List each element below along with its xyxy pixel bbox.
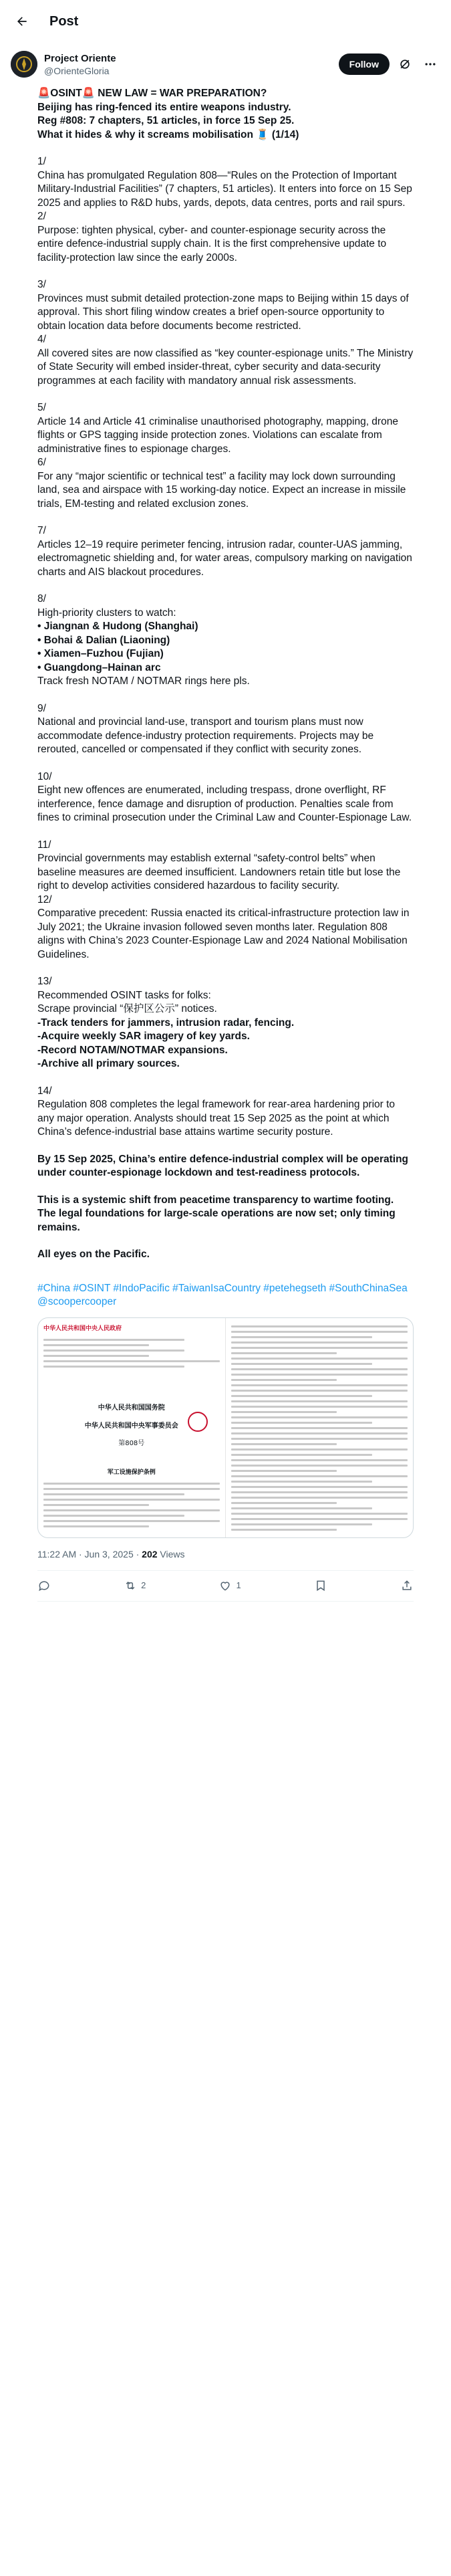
like-count: 1 — [236, 1580, 241, 1590]
view-count: 202 — [142, 1548, 158, 1560]
share-icon — [400, 1579, 414, 1592]
like-button[interactable] — [218, 1579, 241, 1593]
document-rules-title: 军工设施保护条例 — [107, 1469, 156, 1476]
repost-count: 2 — [141, 1580, 146, 1590]
bookmark-icon — [314, 1579, 327, 1592]
cluster-item: • Xiamen–Fuzhou (Fujian) — [37, 648, 164, 659]
document-order: 第808号 — [118, 1440, 145, 1447]
section-number: 11/ — [37, 839, 51, 851]
section-number: 8/ — [37, 593, 46, 605]
heart-icon — [218, 1579, 232, 1592]
hashtags-link[interactable]: #China #OSINT #IndoPacific #TaiwanIsaCountry #petehegseth #SouthChinaSea @scoopercooper — [37, 1282, 408, 1307]
document-header: 中华人民共和国中央人民政府 — [43, 1325, 122, 1332]
section-text: Provincial governments may establish external “safety-control belts” when baseline measures are deemed insufficient. Landowners retain title but lose the right to develop activities considered hazardous to facility security. — [37, 853, 401, 891]
author-name[interactable]: Project Oriente — [44, 52, 116, 64]
section-text: Eight new offences are enumerated, including trespass, drone overflight, RF interference, fence damage and disruption of production. Penalties scale from fines to criminal prosecution under the Criminal Law and Counter-Espionage Law. — [37, 784, 412, 823]
back-arrow-icon — [15, 15, 29, 28]
share-button[interactable] — [400, 1579, 414, 1592]
tweet-line: 🚨OSINT🚨 NEW LAW = WAR PREPARATION? — [37, 88, 267, 99]
author-row — [0, 43, 451, 83]
section-number: 3/ — [37, 279, 46, 290]
document-issuer-1: 中华人民共和国国务院 — [98, 1404, 165, 1412]
section-number: 10/ — [37, 770, 52, 782]
conclusion: This is a systemic shift from peacetime transparency to wartime footing. The legal foundations for large-scale operations are now set; only timing remains. — [37, 1194, 396, 1233]
section-text: Recommended OSINT tasks for folks: — [37, 989, 211, 1001]
tweet-body — [0, 83, 451, 1602]
more-button[interactable] — [420, 54, 440, 74]
page-title: Post — [49, 13, 79, 29]
document-page-right — [226, 1318, 414, 1537]
section-text: All covered sites are now classified as “key counter-espionage units.” The Ministry of State Security will embed insider-threat, cyber security and data-security programmes at each facility with mandatory annual risk assessments. — [37, 347, 414, 387]
conclusion: By 15 Sep 2025, China’s entire defence-industrial complex will be operating under counter-espionage lockdown and test-readiness protocols. — [37, 1153, 409, 1178]
views-label: Views — [157, 1548, 185, 1560]
more-dots-icon — [424, 58, 437, 71]
section-text: Regulation 808 completes the legal framework for rear-area hardening prior to any major operation. Analysts should treat 15 Sep 2025 as the point at which China’s defence-industrial base attains wartime security posture. — [37, 1099, 396, 1138]
follow-button[interactable]: Follow — [339, 53, 390, 75]
cluster-item: • Guangdong–Hainan arc — [37, 661, 161, 673]
section-number: 13/ — [37, 976, 52, 987]
task-item: -Track tenders for jammers, intrusion radar, fencing. — [37, 1016, 295, 1029]
top-bar — [0, 0, 451, 43]
avatar-emblem-icon — [11, 51, 37, 78]
section-text: Comparative precedent: Russia enacted its critical-infrastructure protection law in July 2021; the Ukraine invasion followed seven months later. Regulation 808 aligns with China’s 2023 Counter-Espionage Law and 2024 National Mobilisation Guidelines. — [37, 907, 410, 960]
section-number: 2/ — [37, 211, 46, 222]
back-button[interactable] — [11, 10, 33, 33]
tweet-line: Beijing has ring-fenced its entire weapons industry. — [37, 101, 291, 113]
post-timestamp[interactable]: 11:22 AM · Jun 3, 2025 · — [37, 1548, 142, 1560]
tweet-line: What it hides & why it screams mobilisation 🧵 (1/14) — [37, 128, 299, 140]
attached-document-image[interactable] — [37, 1317, 414, 1538]
tweet-line: Reg #808: 7 chapters, 51 articles, in force 15 Sep 25. — [37, 115, 295, 126]
grok-button[interactable] — [395, 54, 415, 74]
cluster-item: • Jiangnan & Hudong (Shanghai) — [37, 621, 198, 632]
task-item: -Record NOTAM/NOTMAR expansions. — [37, 1044, 228, 1056]
grok-icon — [398, 58, 412, 71]
avatar[interactable] — [11, 51, 37, 78]
section-text: High-priority clusters to watch: — [37, 607, 176, 619]
section-number: 9/ — [37, 702, 46, 714]
section-number: 12/ — [37, 893, 52, 905]
section-text: Purpose: tighten physical, cyber- and counter-espionage security across the entire defence-industrial supply chain. It is the first comprehensive update to facility-protection law since the early 2000s. — [37, 224, 387, 263]
section-number: 1/ — [37, 156, 46, 167]
author-handle[interactable]: @OrienteGloria — [44, 65, 110, 76]
reply-icon — [37, 1579, 51, 1592]
section-text: Articles 12–19 require perimeter fencing, intrusion radar, counter-UAS jamming, electromagnetic shielding and, for water areas, compulsory marking on navigation charts and AIS blackout procedures. — [37, 538, 412, 578]
document-page-left — [38, 1318, 226, 1537]
bookmark-button[interactable] — [314, 1579, 327, 1592]
section-text: Track fresh NOTAM / NOTMAR rings here pls. — [37, 675, 250, 687]
conclusion: All eyes on the Pacific. — [37, 1249, 150, 1260]
section-text: Scrape provincial “保护区公示” notices. — [37, 1003, 217, 1014]
seal-icon — [188, 1412, 208, 1432]
section-number: 14/ — [37, 1085, 52, 1097]
action-bar — [37, 1571, 414, 1602]
post-meta — [37, 1547, 414, 1572]
task-item: -Archive all primary sources. — [37, 1058, 180, 1069]
task-item: -Acquire weekly SAR imagery of key yards. — [37, 1031, 250, 1042]
reply-button[interactable] — [37, 1579, 51, 1592]
document-issuer-2: 中华人民共和国中央军事委员会 — [84, 1422, 178, 1430]
section-text: China has promulgated Regulation 808—“Rules on the Protection of Important Military-Industrial Facilities” (7 chapters, 51 articles). It enters into force on 15 Sep 2025 and applies to R&D hubs, yards, depots, data centres, ports and rail spurs. — [37, 169, 412, 209]
cluster-item: • Bohai & Dalian (Liaoning) — [37, 634, 170, 646]
repost-icon — [124, 1579, 137, 1592]
section-number: 5/ — [37, 402, 46, 413]
section-number: 4/ — [37, 334, 46, 345]
section-number: 7/ — [37, 525, 46, 536]
section-text: National and provincial land-use, transport and tourism plans must now accommodate defence-industry protection requirements. Projects may be rerouted, cancelled or compensated if they conflict with security zones. — [37, 716, 374, 755]
section-text: Article 14 and Article 41 criminalise unauthorised photography, mapping, drone flights or GPS tagging inside protection zones. Violations can escalate from administrative fines to espionage charges. — [37, 415, 398, 455]
section-number: 6/ — [37, 457, 46, 468]
repost-button[interactable] — [124, 1579, 146, 1593]
section-text: For any “major scientific or technical test” a facility may lock down surrounding land, sea and airspace with 15 working-day notice. Expect an increase in missile trials, EM-testing and related exclusion zones. — [37, 470, 406, 510]
section-text: Provinces must submit detailed protection-zone maps to Beijing within 15 days of approval. This short filing window creates a brief open-source opportunity to obtain location data before documents become restricted. — [37, 292, 409, 332]
